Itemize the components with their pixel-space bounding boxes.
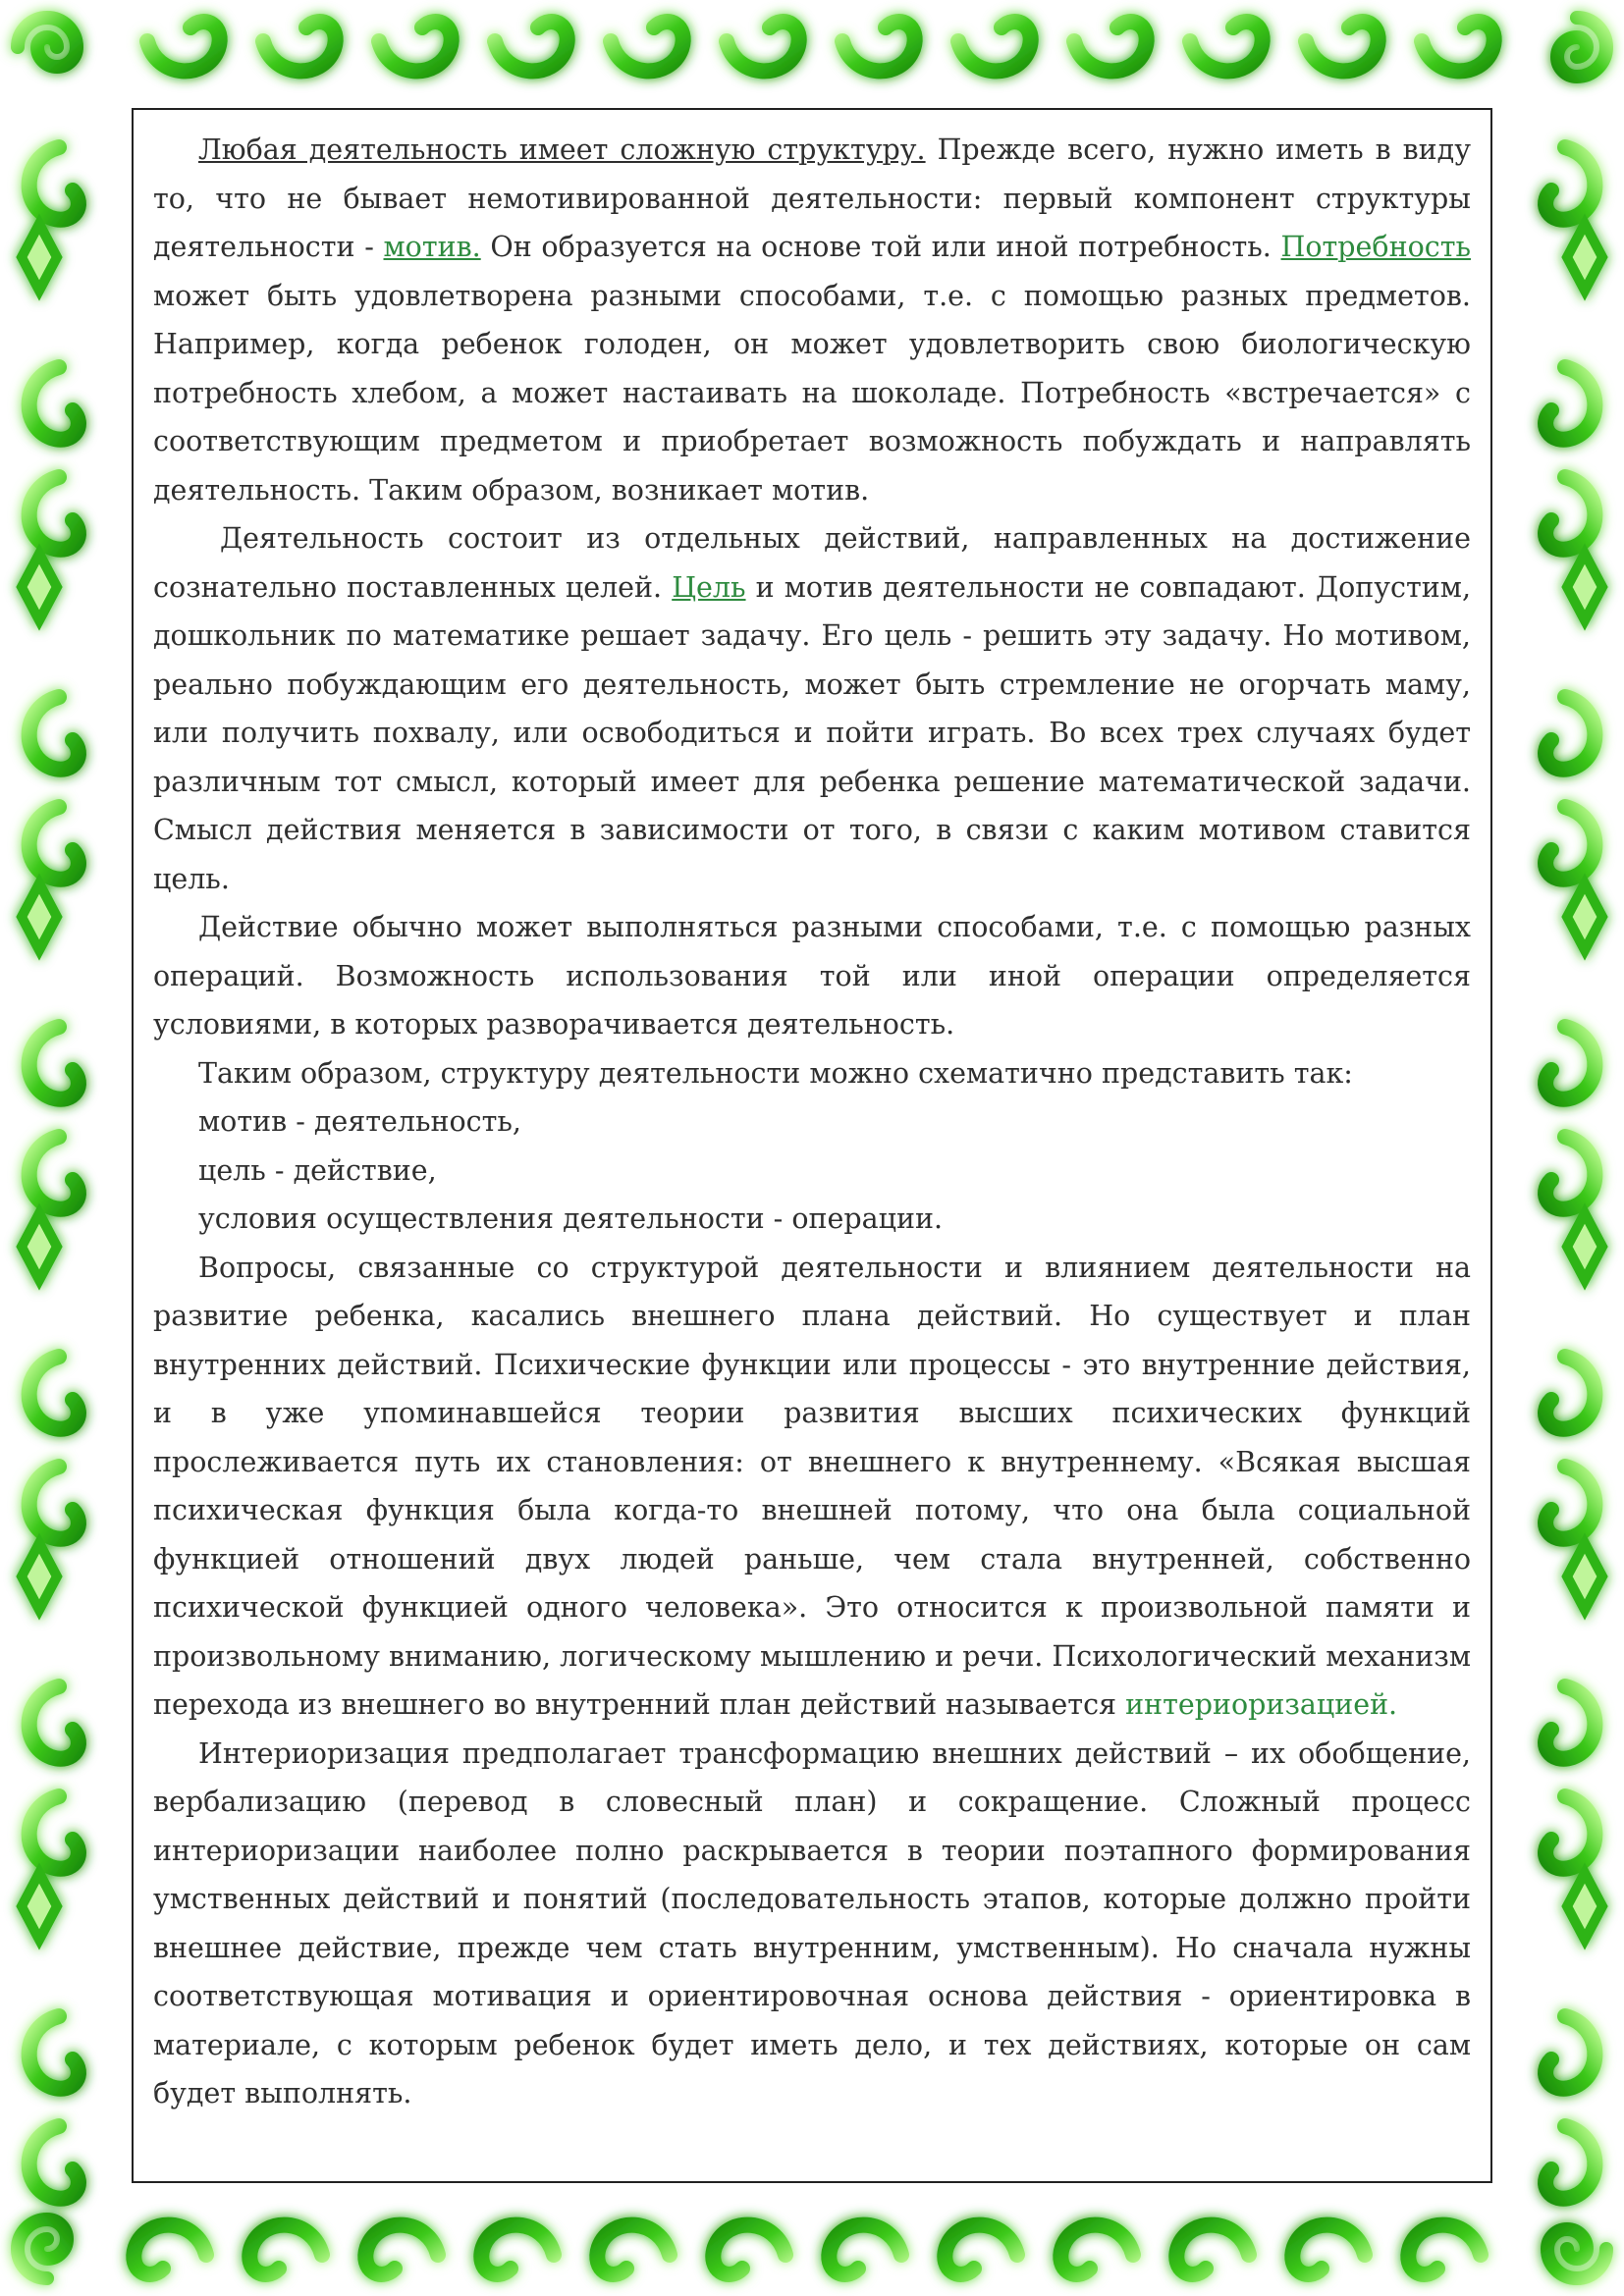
- list-item: мотив - деятельность,: [198, 1105, 521, 1138]
- paragraph-1-text-c: может быть удовлетворена разными способами, т.е. с помощью разных предметов. Например, когда ребенок голоден, он может удовлетворить свою биологическую потребность хлебом, а может настаивать на шоколаде. Потребность «встречается» с соответствующим предметом и приобретает возможность побуждать и направлять деятельность. Таким образом, возникает мотив.: [153, 279, 1471, 507]
- list-item: цель - действие,: [198, 1153, 437, 1187]
- link-cel[interactable]: Цель: [672, 570, 746, 604]
- document-body: [153, 126, 1471, 2118]
- paragraph-6: Интериоризация предполагает трансформацию внешних действий – их обобщение, вербализацию (перевод в словесный план) и сокращение. Сложный процесс интериоризации наиболее полно раскрывается в теории поэтапного формирования умственных действий и понятий (последовательность этапов, которые должно пройти внешнее действие, прежде чем стать внутренним, умственным). Но сначала нужны соответствующая мотивация и ориентировочная основа действия - ориентировка в материале, с которым ребенок будет иметь дело, и тех действиях, которые он сам будет выполнять.: [153, 1736, 1471, 2109]
- paragraph-1-text-b: Он образуется на основе той или иной потребность.: [480, 231, 1281, 263]
- link-potrebnost[interactable]: Потребность: [1280, 231, 1471, 263]
- link-motiv[interactable]: мотив.: [383, 231, 481, 263]
- term-interiorization: интериоризацией.: [1125, 1688, 1398, 1721]
- paragraph-3: Действие обычно может выполняться разными способами, т.е. с помощью разных операций. Возможность использования той или иной операции определяется условиями, в которых разворачивается деятельность.: [153, 911, 1471, 1041]
- lead-sentence: Любая деятельность имеет сложную структуру.: [198, 133, 926, 166]
- paragraph-4: Таким образом, структуру деятельности можно схематично представить так:: [198, 1056, 1353, 1090]
- paragraph-2: [153, 514, 1471, 903]
- paragraph-1: [153, 126, 1471, 514]
- paragraph-2-text-b: и мотив деятельности не совпадают. Допустим, дошкольник по математике решает задачу. Его цель - решить эту задачу. Но мотивом, реально побуждающим его деятельность, может быть стремление не огорчать маму, или получить похвалу, или освободиться и пойти играть. Во всех трех случаях будет различным тот смысл, который имеет для ребенка решение математической задачи. Смысл действия меняется в зависимости от того, в связи с каким мотивом ставится цель.: [153, 570, 1472, 895]
- paragraph-2-text-a: Деятельность состоит из отдельных действий, направленных на достижение сознательно поставленных целей.: [153, 522, 1471, 604]
- list-item: условия осуществления деятельности - операции.: [198, 1202, 944, 1235]
- paragraph-5-text: Вопросы, связанные со структурой деятельности и влиянием деятельности на развитие ребенка, касались внешнего плана действий. Но существует и план внутренних действий. Психические функции или процессы - это внутренние действия, и в уже упоминавшейся теории развития высших психических функций прослеживается путь их становления: от внешнего к внутреннему. «Всякая высшая психическая функция была когда-то внешней потому, что она была социальной функцией отношений двух людей раньше, чем стала внутренней, собственно психической функцией одного человека». Это относится к произвольной памяти и произвольному вниманию, логическому мышлению и речи. Психологический механизм перехода из внешнего во внутренний план действий называется: [153, 1251, 1471, 1721]
- paragraph-5: [153, 1244, 1471, 1730]
- paragraph-1-text-a: Прежде всего, нужно иметь в виду то, что не бывает немотивированной деятельности: первый компонент структуры деятельности -: [153, 133, 1471, 263]
